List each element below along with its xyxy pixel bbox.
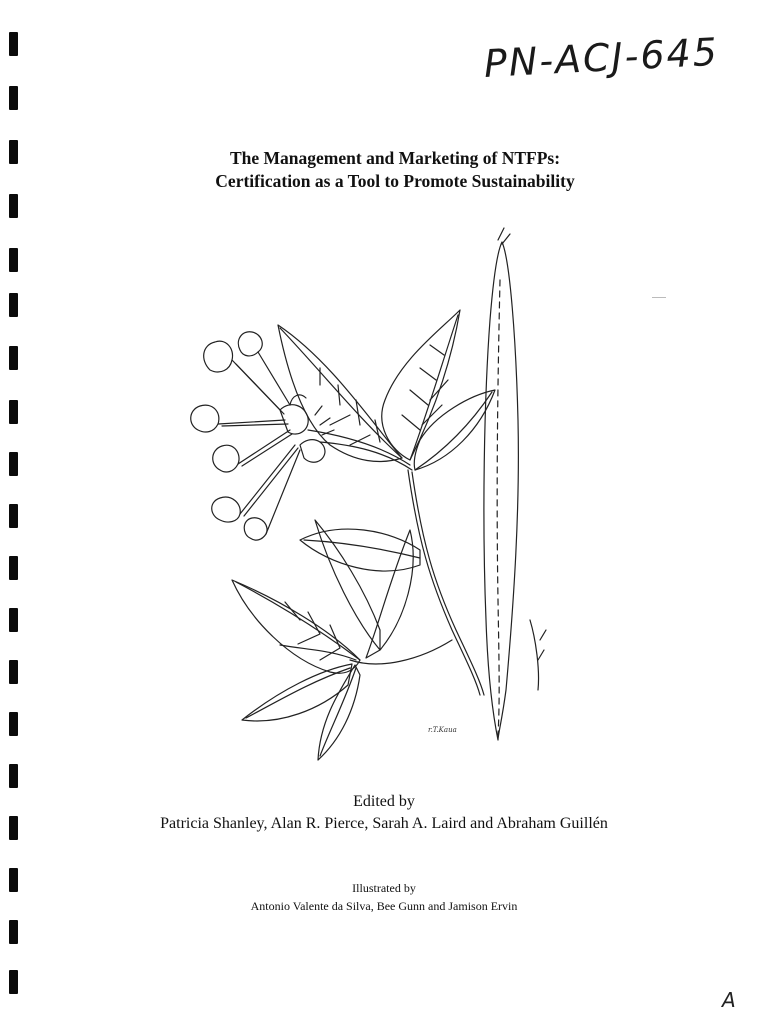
punch-hole — [9, 608, 18, 632]
leaf — [232, 580, 360, 673]
leaf — [414, 390, 495, 470]
title-line-1: The Management and Marketing of NTFPs: — [229, 148, 561, 168]
main-stem — [408, 470, 480, 695]
edited-by-label: Edited by — [353, 793, 415, 810]
punch-hole — [9, 140, 18, 164]
editors-list: Patricia Shanley, Alan R. Pierce, Sarah A. Laird and Abraham Guillén — [160, 815, 608, 832]
illustrators-list: Antonio Valente da Silva, Bee Gunn and Jamison Ervin — [250, 899, 518, 913]
botanical-illustration — [180, 220, 570, 770]
seed-pod — [484, 242, 518, 740]
punch-hole — [9, 248, 18, 272]
punch-hole — [9, 194, 18, 218]
punch-hole — [9, 452, 18, 476]
scan-mark — [652, 297, 666, 298]
handwritten-catalog-number: PN-ACJ-645 — [482, 29, 720, 86]
punch-hole — [9, 400, 18, 424]
title-line-2: Certification as a Tool to Promote Sustainability — [215, 171, 575, 191]
illustration-signature: r.T.Kaua — [428, 726, 457, 734]
illustrated-by-label: Illustrated by — [352, 881, 416, 895]
punch-hole — [9, 86, 18, 110]
punch-hole — [9, 764, 18, 788]
punch-hole-binding — [0, 0, 30, 1024]
punch-hole — [9, 816, 18, 840]
punch-hole — [9, 32, 18, 56]
punch-hole — [9, 293, 18, 317]
punch-hole — [9, 556, 18, 580]
corner-mark: A — [722, 988, 736, 1012]
punch-hole — [9, 712, 18, 736]
punch-hole — [9, 346, 18, 370]
punch-hole — [9, 920, 18, 944]
document-title — [110, 147, 680, 193]
leaf — [366, 530, 413, 658]
punch-hole — [9, 970, 18, 994]
punch-hole — [9, 504, 18, 528]
punch-hole — [9, 868, 18, 892]
punch-hole — [9, 660, 18, 684]
